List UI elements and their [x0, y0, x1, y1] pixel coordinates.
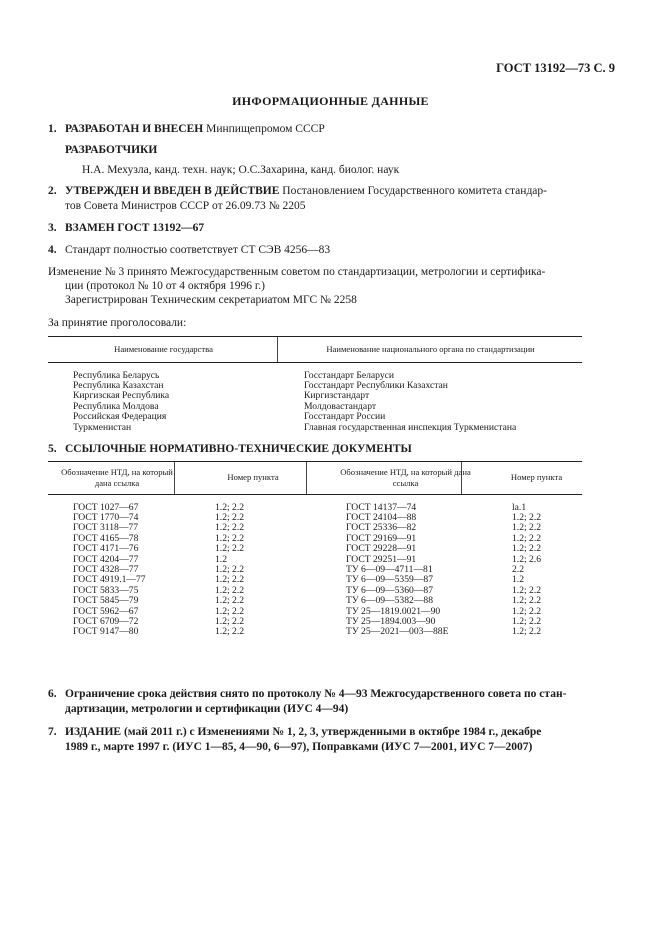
refs-cell-3: ГОСТ 29228—91 [346, 543, 417, 555]
refs-cell-1: ГОСТ 4165—78 [73, 532, 139, 544]
states-table-row [48, 362, 582, 381]
document-page: ГОСТ 13192—73 С. 9 ИНФОРМАЦИОННЫЕ ДАННЫЕ 1. РАЗРАБОТАН И ВНЕСЕН Минпищепромом СССР РАЗРАБОТЧИКИ Н.А. Мехузла, канд. техн. наук; О.С.Захарина, канд. биолог. наук 2. УТВЕРЖДЕН И ВВЕДЕН В ДЕЙСТВИЕ Постановлением Государственного комитета стандар- тов Совета Министров СССР от 26.09.73 № 2205 3. ВЗАМЕН ГОСТ 13192—67 4. Стандарт полностью соответствует СТ СЭВ 4256—83 Изменение № 3 принято Межгосударственным советом по стандартизации, метрологии и сертифика- ции (протокол № 10 от 4 октября 1996 г.) Зарегистрирован Техническим секретариатом МГС № 2258 За принятие проголосовали: Наименование государства Наименование национального органа по стандартизации Республика Беларусь Госстандарт Беларуси Республика Казахстан Госстандарт Республики Казахстан Киргизская Республика Киргизстандарт Республика Молдова Молдовастандарт Российская Федерация Госстандарт России Туркменистан Главная государственная инспекция Туркменистана 5. ССЫЛОЧНЫЕ НОРМАТИВНО-ТЕХНИЧЕСКИЕ ДОКУМЕНТЫ Обозначение НТД, на который дана ссылка Номер пункта Обозначение НТД, на который дана ссылка Номер пункта ГОСТ 1027—67 1.2; 2.2 ГОСТ 14137—74 la.1 ГОСТ 1770—74 1.2; 2.2 ГОСТ 24104—88 1.2; 2.2 ГОСТ 3118—77 1.2; 2.2 ГОСТ 25336—82 1.2; 2.2 ГОСТ 4165—78 1.2; 2.2 ГОСТ 29169—91 1.2; 2.2 ГОСТ 4171—76 1.2; 2.2 ГОСТ 29228—91 1.2; 2.2 ГОСТ 4204—77 1.2 ГОСТ 29251—91 1.2; 2.6 ГОСТ 4328—77 1.2; 2.2 ТУ 6—09—4711—81 2.2 ГОСТ 4919.1—77 1.2; 2.2 ТУ 6—09—5359—87 1.2 ГОСТ 5833—75 1.2; 2.2 ТУ 6—09—5360—87 1.2; 2.2 ГОСТ 5845—79 1.2; 2.2 ТУ 6—09—5382—88 1.2; 2.2 ГОСТ 5962—67 1.2; 2.2 ТУ 25—1819.0021—90 1.2; 2.2 ГОСТ 6709—72 1.2; 2.2 ТУ 25—1894.003—90 1.2; 2.2 ГОСТ 9147—80 1.2; 2.2 ТУ 25—2021—003—88Е 1.2; 2.2 6. Ограничение срока действия снято по протоколу № 4—93 Межгосударственного совета по стан- дартизации, метрологии и сертификации (ИУС 4—94) 7. ИЗДАНИЕ (май 2011 г.) с Изменениями № 1, 2, 3, утвержденными в октябре 1984 г., декабре 1989 г., марте 1997 г. (ИУС 1—85, 4—90, 6—97), Поправками (ИУС 7—2001, ИУС 7—2007) [0, 0, 661, 936]
refs-cell-4: 1.2; 2.6 [512, 553, 542, 565]
refs-cell-3: ТУ 6—09—5360—87 [346, 584, 434, 596]
states-cell-2: Киргизстандарт [304, 390, 370, 402]
refs-cell-4: 2.2 [512, 563, 524, 575]
states-cell-2: Госстандарт Республики Казахстан [304, 379, 448, 391]
refs-cell-1: ГОСТ 4171—76 [73, 543, 139, 555]
amendment-line-2: ции (протокол № 10 от 4 октября 1996 г.) [65, 280, 265, 292]
refs-cell-4: 1.2; 2.2 [512, 543, 542, 555]
refs-cell-2: 1.2; 2.2 [215, 584, 245, 596]
states-cell-2: Госстандарт Беларуси [304, 369, 395, 381]
amendment-line-3: Зарегистрирован Техническим секретариатом МГС № 2258 [65, 294, 357, 306]
refs-cell-1: ГОСТ 5833—75 [73, 584, 139, 596]
refs-cell-4: 1.2; 2.2 [512, 595, 542, 607]
states-header-body: Наименование национального органа по стандартизации [279, 337, 582, 362]
refs-cell-4: 1.2 [512, 574, 524, 586]
developers-label: РАЗРАБОТЧИКИ [65, 144, 158, 156]
refs-cell-4: 1.2; 2.2 [512, 532, 542, 544]
refs-cell-2: 1.2; 2.2 [215, 501, 245, 513]
states-cell-1: Республика Казахстан [73, 379, 164, 391]
refs-cell-1: ГОСТ 1027—67 [73, 501, 139, 513]
refs-cell-1: ГОСТ 9147—80 [73, 626, 139, 638]
refs-cell-2: 1.2; 2.2 [215, 532, 245, 544]
refs-cell-2: 1.2; 2.2 [215, 522, 245, 534]
refs-cell-3: ТУ 25—1894.003—90 [346, 615, 436, 627]
refs-cell-4: 1.2; 2.2 [512, 626, 542, 638]
refs-cell-2: 1.2; 2.2 [215, 626, 245, 638]
refs-cell-2: 1.2 [215, 553, 227, 565]
refs-cell-3: ТУ 25—1819.0021—90 [346, 605, 441, 617]
refs-table-row [48, 627, 582, 637]
refs-cell-4: 1.2; 2.2 [512, 615, 542, 627]
refs-cell-1: ГОСТ 4328—77 [73, 563, 139, 575]
refs-cell-4: 1.2; 2.2 [512, 511, 542, 523]
refs-cell-1: ГОСТ 6709—72 [73, 615, 139, 627]
refs-cell-4: la.1 [512, 501, 527, 513]
refs-cell-4: 1.2; 2.2 [512, 584, 542, 596]
refs-cell-4: 1.2; 2.2 [512, 605, 542, 617]
refs-cell-2: 1.2; 2.2 [215, 563, 245, 575]
refs-header-clause-2: Номер пункта [491, 462, 582, 494]
refs-cell-3: ТУ 25—2021—003—88Е [346, 626, 449, 638]
refs-cell-3: ТУ 6—09—4711—81 [346, 563, 433, 575]
refs-header-doc-1: Обозначение НТД, на который дана ссылка [48, 462, 186, 494]
refs-cell-3: ТУ 6—09—5382—88 [346, 595, 434, 607]
refs-cell-2: 1.2; 2.2 [215, 605, 245, 617]
refs-cell-2: 1.2; 2.2 [215, 511, 245, 523]
refs-cell-4: 1.2; 2.2 [512, 522, 542, 534]
refs-cell-3: ГОСТ 14137—74 [346, 501, 417, 513]
refs-cell-1: ГОСТ 4919.1—77 [73, 574, 146, 586]
voted-label: За принятие проголосовали: [48, 317, 187, 329]
refs-cell-1: ГОСТ 3118—77 [73, 522, 139, 534]
refs-cell-3: ТУ 6—09—5359—87 [346, 574, 434, 586]
states-cell-2: Госстандарт России [304, 411, 386, 423]
refs-cell-2: 1.2; 2.2 [215, 574, 245, 586]
refs-cell-3: ГОСТ 25336—82 [346, 522, 417, 534]
states-cell-1: Республика Беларусь [73, 369, 160, 381]
refs-cell-3: ГОСТ 29169—91 [346, 532, 417, 544]
refs-header-doc-2: Обозначение НТД, на который дана ссылка [320, 462, 491, 494]
refs-table-row [48, 596, 582, 606]
states-table-row [48, 423, 582, 433]
states-cell-1: Киргизская Республика [73, 390, 170, 402]
states-table [48, 337, 582, 433]
states-cell-1: Туркменистан [73, 421, 132, 433]
refs-cell-2: 1.2; 2.2 [215, 615, 245, 627]
developers-names: Н.А. Мехузла, канд. техн. наук; О.С.Захарина, канд. биолог. наук [82, 164, 400, 176]
refs-table [48, 462, 582, 638]
states-cell-2: Главная государственная инспекция Туркменистана [304, 421, 517, 433]
refs-cell-1: ГОСТ 1770—74 [73, 511, 139, 523]
states-cell-1: Российская Федерация [73, 411, 167, 423]
amendment-line-1: Изменение № 3 принято Межгосударственным советом по стандартизации, метрологии и сертифика- [48, 266, 546, 278]
refs-cell-3: ГОСТ 24104—88 [346, 511, 417, 523]
refs-cell-1: ГОСТ 5962—67 [73, 605, 139, 617]
refs-cell-1: ГОСТ 4204—77 [73, 553, 139, 565]
states-header-state: Наименование государства [48, 337, 279, 362]
page-header-ref: ГОСТ 13192—73 С. 9 [496, 61, 615, 75]
refs-table-row [48, 544, 582, 554]
refs-table-row [48, 494, 582, 513]
refs-header-clause-1: Номер пункта [186, 462, 320, 494]
refs-cell-2: 1.2; 2.2 [215, 595, 245, 607]
refs-cell-1: ГОСТ 5845—79 [73, 595, 139, 607]
states-cell-2: Молдовастандарт [304, 400, 377, 412]
refs-cell-3: ГОСТ 29251—91 [346, 553, 417, 565]
states-cell-1: Республика Молдова [73, 400, 159, 412]
states-table-row [48, 412, 582, 422]
page-title: ИНФОРМАЦИОННЫЕ ДАННЫЕ [232, 94, 429, 108]
refs-cell-2: 1.2; 2.2 [215, 543, 245, 555]
